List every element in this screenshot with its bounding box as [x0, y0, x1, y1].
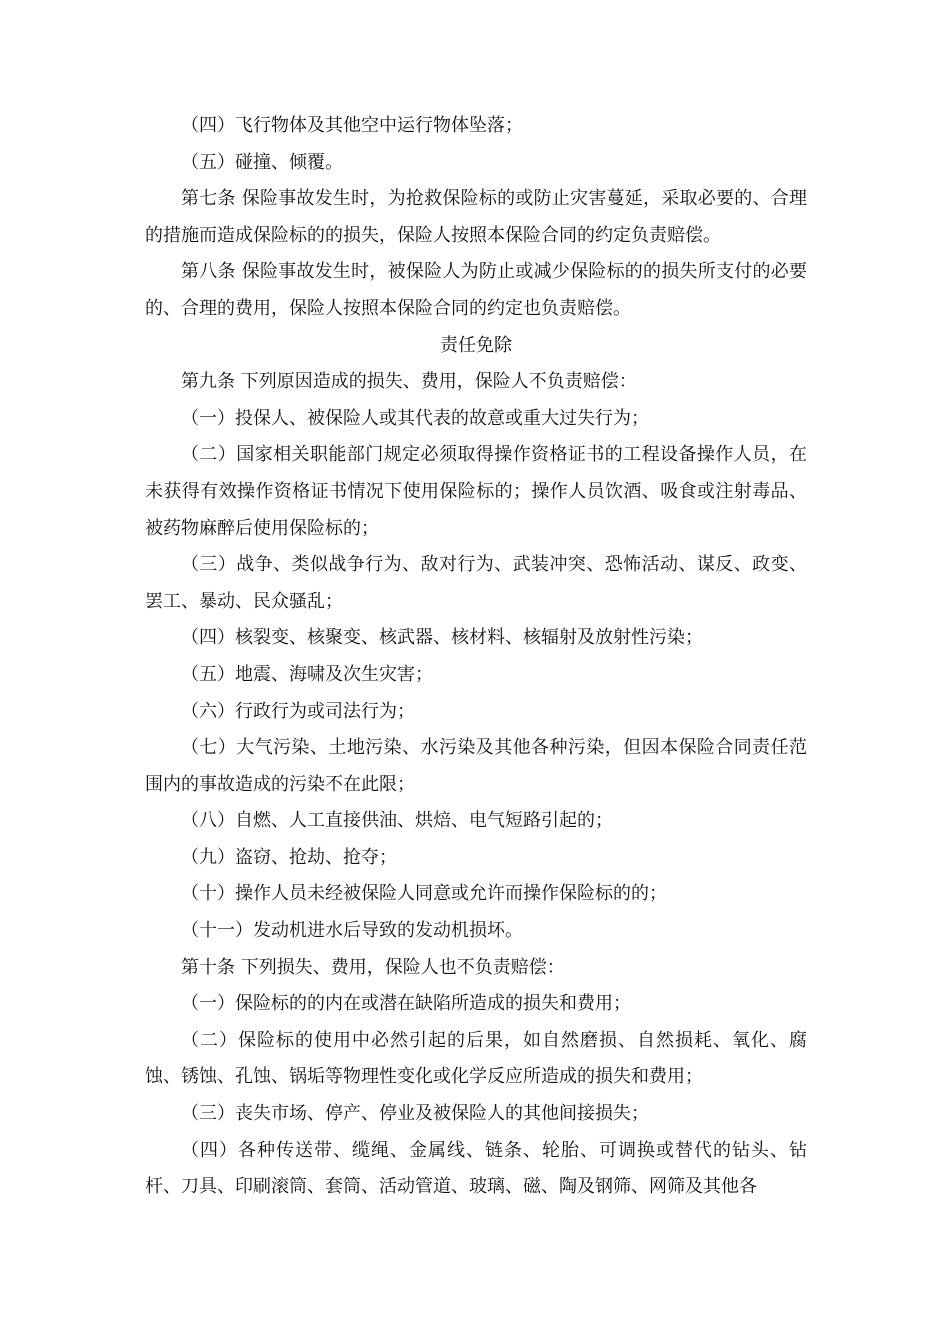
article-10-paragraph: 第十条 下列损失、费用，保险人也不负责赔偿：: [181, 956, 565, 978]
article-10-item-1: （一）保险标的的内在或潜在缺陷所造成的损失和费用；: [181, 993, 631, 1015]
article-9-item-2: （二）国家相关职能部门规定必须取得操作资格证书的工程设备操作人员，在未获得有效操作资格证书情况下使用保险标的；操作人员饮酒、吸食或注射毒品、被药物麻醉后使用保险标的；: [145, 444, 807, 539]
article-10-item-2: （二）保险标的使用中必然引起的后果，如自然磨损、自然损耗、氧化、腐蚀、锈蚀、孔蚀、锅垢等物理性变化或化学反应所造成的损失和费用；: [145, 1029, 807, 1088]
article-9-item-7: （七）大气污染、土地污染、水污染及其他各种污染，但因本保险合同责任范围内的事故造成的污染不在此限；: [145, 737, 807, 795]
paragraph-item-4-falling-objects: （四）飞行物体及其他空中运行物体坠落；: [181, 115, 523, 136]
article-8-paragraph: 第八条 保险事故发生时，被保险人为防止或减少保险标的的损失所支付的必要的、合理的费用，保险人按照本保险合同的约定也负责赔偿。: [145, 261, 807, 319]
article-9-item-10: （十）操作人员未经被保险人同意或允许而操作保险标的的；: [181, 883, 667, 905]
article-9-item-11: （十一）发动机进水后导致的发动机损坏。: [181, 920, 523, 942]
article-9-item-3: （三）战争、类似战争行为、敌对行为、武装冲突、恐怖活动、谋反、政变、罢工、暴动、民众骚乱；: [145, 554, 807, 612]
paragraph-item-5-collision: （五）碰撞、倾覆。: [181, 151, 343, 173]
article-9-item-5: （五）地震、海啸及次生灾害；: [181, 663, 433, 685]
document-body: [145, 108, 807, 1206]
article-9-paragraph: 第九条 下列原因造成的损失、费用，保险人不负责赔偿：: [181, 371, 637, 393]
article-9-item-9: （九）盗窃、抢劫、抢夺；: [181, 846, 397, 868]
article-10-item-3: （三）丧失市场、停产、停业及被保险人的其他间接损失；: [181, 1103, 649, 1125]
article-9-item-4: （四）核裂变、核聚变、核武器、核材料、核辐射及放射性污染；: [181, 627, 703, 649]
article-7-paragraph: 第七条 保险事故发生时，为抢救保险标的或防止灾害蔓延，采取必要的、合理的措施而造成保险标的的损失，保险人按照本保险合同的约定负责赔偿。: [145, 188, 807, 246]
article-9-item-8: （八）自燃、人工直接供油、烘焙、电气短路引起的；: [181, 810, 613, 832]
article-10-item-4: （四）各种传送带、缆绳、金属线、链条、轮胎、可调换或替代的钻头、钻杆、刀具、印刷滚筒、套筒、活动管道、玻璃、磁、陶及钢筛、网筛及其他各: [145, 1139, 807, 1198]
section-heading-exclusions: 责任免除: [440, 334, 512, 356]
article-9-item-6: （六）行政行为或司法行为；: [181, 700, 415, 722]
article-9-item-1: （一）投保人、被保险人或其代表的故意或重大过失行为；: [181, 407, 649, 429]
